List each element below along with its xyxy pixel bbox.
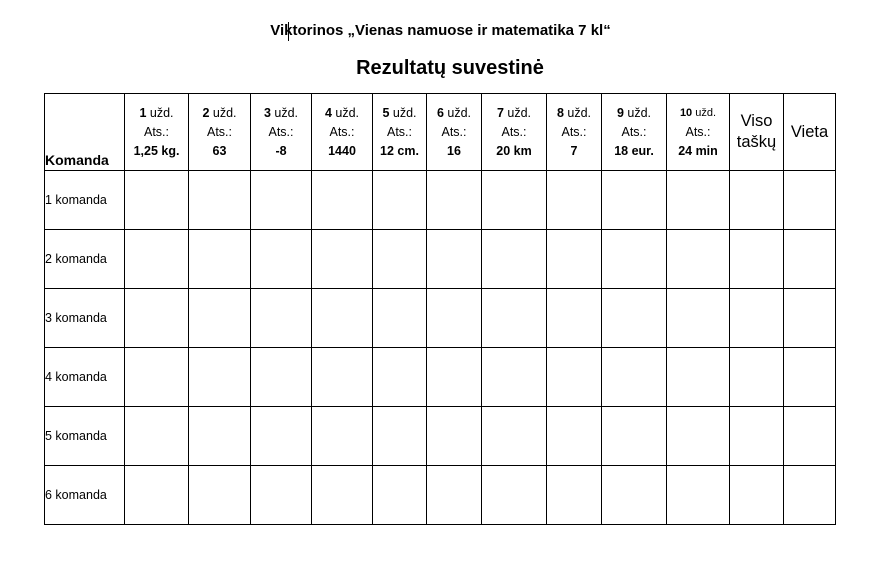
table-row <box>45 466 836 525</box>
header-task-10 <box>667 94 730 171</box>
document-title: Viktorinos „Vienas namuose ir matematika 7 kl“ <box>270 22 611 39</box>
header-place: Vieta <box>784 94 836 171</box>
team-name: 3 komanda <box>45 289 125 348</box>
score-cell[interactable] <box>602 230 667 289</box>
score-cell[interactable] <box>312 230 373 289</box>
score-cell[interactable] <box>427 348 482 407</box>
total-cell[interactable] <box>730 348 784 407</box>
score-cell[interactable] <box>373 407 427 466</box>
task-label <box>312 104 372 123</box>
score-cell[interactable] <box>427 230 482 289</box>
score-cell[interactable] <box>125 466 189 525</box>
task-label <box>482 104 546 123</box>
task-number: 3 <box>263 105 271 120</box>
score-cell[interactable] <box>373 230 427 289</box>
score-cell[interactable] <box>547 348 602 407</box>
total-cell[interactable] <box>730 230 784 289</box>
answer-label: Ats.: <box>501 124 527 139</box>
task-number: 10 <box>679 106 693 119</box>
score-cell[interactable] <box>251 171 312 230</box>
task-number: 4 <box>324 105 332 120</box>
score-cell[interactable] <box>427 407 482 466</box>
score-cell[interactable] <box>667 466 730 525</box>
task-word: užd. <box>392 105 417 120</box>
score-cell[interactable] <box>482 289 547 348</box>
score-cell[interactable] <box>547 230 602 289</box>
score-cell[interactable] <box>251 289 312 348</box>
table-row <box>45 407 836 466</box>
task-word: užd. <box>274 105 299 120</box>
answer-label: Ats.: <box>329 124 355 139</box>
team-name: 6 komanda <box>45 466 125 525</box>
place-cell[interactable] <box>784 407 836 466</box>
task-word: užd. <box>212 105 237 120</box>
total-cell[interactable] <box>730 466 784 525</box>
score-cell[interactable] <box>189 348 251 407</box>
task-answer: 63 <box>212 143 227 158</box>
table-row <box>45 289 836 348</box>
team-name: 1 komanda <box>45 171 125 230</box>
score-cell[interactable] <box>667 230 730 289</box>
score-cell[interactable] <box>189 230 251 289</box>
header-total-points <box>730 94 784 171</box>
score-cell[interactable] <box>547 407 602 466</box>
score-cell[interactable] <box>373 171 427 230</box>
score-cell[interactable] <box>189 407 251 466</box>
task-word: užd. <box>149 105 174 120</box>
score-cell[interactable] <box>602 407 667 466</box>
task-word: užd. <box>695 106 717 119</box>
header-task-9 <box>602 94 667 171</box>
table-row <box>45 171 836 230</box>
answer-label: Ats.: <box>206 124 232 139</box>
score-cell[interactable] <box>189 171 251 230</box>
task-number: 2 <box>202 105 210 120</box>
task-label <box>373 104 426 123</box>
header-task-7 <box>482 94 547 171</box>
score-cell[interactable] <box>667 171 730 230</box>
task-answer: 18 eur. <box>614 143 654 158</box>
score-cell[interactable] <box>482 171 547 230</box>
task-number: 9 <box>616 105 624 120</box>
task-word: užd. <box>627 105 652 120</box>
header-task-6 <box>427 94 482 171</box>
table-body <box>45 171 836 525</box>
task-number: 6 <box>436 105 444 120</box>
score-cell[interactable] <box>125 348 189 407</box>
task-number: 7 <box>496 105 504 120</box>
score-cell[interactable] <box>602 289 667 348</box>
score-cell[interactable] <box>251 348 312 407</box>
total-cell[interactable] <box>730 407 784 466</box>
total-cell[interactable] <box>730 289 784 348</box>
answer-label: Ats.: <box>561 124 587 139</box>
header-task-4 <box>312 94 373 171</box>
score-cell[interactable] <box>482 230 547 289</box>
team-name: 5 komanda <box>45 407 125 466</box>
header-task-3 <box>251 94 312 171</box>
task-answer: 20 km <box>496 143 532 158</box>
total-cell[interactable] <box>730 171 784 230</box>
score-cell[interactable] <box>251 407 312 466</box>
task-label <box>125 104 188 123</box>
task-word: užd. <box>567 105 592 120</box>
task-label <box>547 104 601 123</box>
header-task-2 <box>189 94 251 171</box>
place-cell[interactable] <box>784 171 836 230</box>
score-cell[interactable] <box>373 466 427 525</box>
task-label <box>602 104 666 123</box>
team-name: 2 komanda <box>45 230 125 289</box>
score-cell[interactable] <box>189 466 251 525</box>
score-cell[interactable] <box>482 407 547 466</box>
header-task-5 <box>373 94 427 171</box>
score-cell[interactable] <box>312 466 373 525</box>
task-label <box>427 104 481 123</box>
score-cell[interactable] <box>667 348 730 407</box>
score-cell[interactable] <box>667 289 730 348</box>
task-number: 5 <box>382 105 390 120</box>
table-row <box>45 230 836 289</box>
answer-label: Ats.: <box>685 124 711 139</box>
task-answer: 12 cm. <box>380 143 419 158</box>
score-cell[interactable] <box>547 289 602 348</box>
task-label <box>667 104 729 123</box>
task-answer: 1,25 kg. <box>133 143 180 158</box>
task-word: užd. <box>507 105 532 120</box>
score-cell[interactable] <box>312 289 373 348</box>
score-cell[interactable] <box>312 171 373 230</box>
score-cell[interactable] <box>251 466 312 525</box>
results-table <box>44 93 836 525</box>
task-number: 8 <box>556 105 564 120</box>
score-cell[interactable] <box>189 289 251 348</box>
task-label <box>251 104 311 123</box>
answer-label: Ats.: <box>386 124 412 139</box>
score-cell[interactable] <box>482 348 547 407</box>
task-number: 1 <box>139 105 147 120</box>
score-cell[interactable] <box>312 407 373 466</box>
header-task-8 <box>547 94 602 171</box>
score-cell[interactable] <box>482 466 547 525</box>
answer-label: Ats.: <box>441 124 467 139</box>
header-row <box>45 94 836 171</box>
task-answer: 1440 <box>328 143 356 158</box>
header-komanda: Komanda <box>45 94 125 171</box>
score-cell[interactable] <box>547 466 602 525</box>
score-cell[interactable] <box>125 230 189 289</box>
team-name: 4 komanda <box>45 348 125 407</box>
score-cell[interactable] <box>427 171 482 230</box>
score-cell[interactable] <box>251 230 312 289</box>
task-word: užd. <box>447 105 472 120</box>
score-cell[interactable] <box>373 289 427 348</box>
score-cell[interactable] <box>667 407 730 466</box>
score-cell[interactable] <box>373 348 427 407</box>
table-row <box>45 348 836 407</box>
score-cell[interactable] <box>125 407 189 466</box>
task-word: užd. <box>335 105 360 120</box>
score-cell[interactable] <box>427 289 482 348</box>
task-answer: -8 <box>275 143 287 158</box>
score-cell[interactable] <box>602 348 667 407</box>
task-label <box>189 104 250 123</box>
document-subtitle: Rezultatų suvestinė <box>356 57 544 79</box>
score-cell[interactable] <box>602 171 667 230</box>
place-cell[interactable] <box>784 289 836 348</box>
place-cell[interactable] <box>784 230 836 289</box>
total-header-text: taškų <box>736 133 777 151</box>
header-task-1 <box>125 94 189 171</box>
task-answer: 24 min <box>678 143 718 158</box>
score-cell[interactable] <box>125 289 189 348</box>
answer-label: Ats.: <box>143 124 169 139</box>
score-cell[interactable] <box>427 466 482 525</box>
score-cell[interactable] <box>125 171 189 230</box>
task-answer: 16 <box>447 143 461 158</box>
score-cell[interactable] <box>602 466 667 525</box>
total-header-text: Viso <box>740 112 773 130</box>
score-cell[interactable] <box>312 348 373 407</box>
place-cell[interactable] <box>784 348 836 407</box>
task-answer: 7 <box>570 143 578 158</box>
score-cell[interactable] <box>547 171 602 230</box>
answer-label: Ats.: <box>621 124 647 139</box>
place-cell[interactable] <box>784 466 836 525</box>
answer-label: Ats.: <box>268 124 294 139</box>
